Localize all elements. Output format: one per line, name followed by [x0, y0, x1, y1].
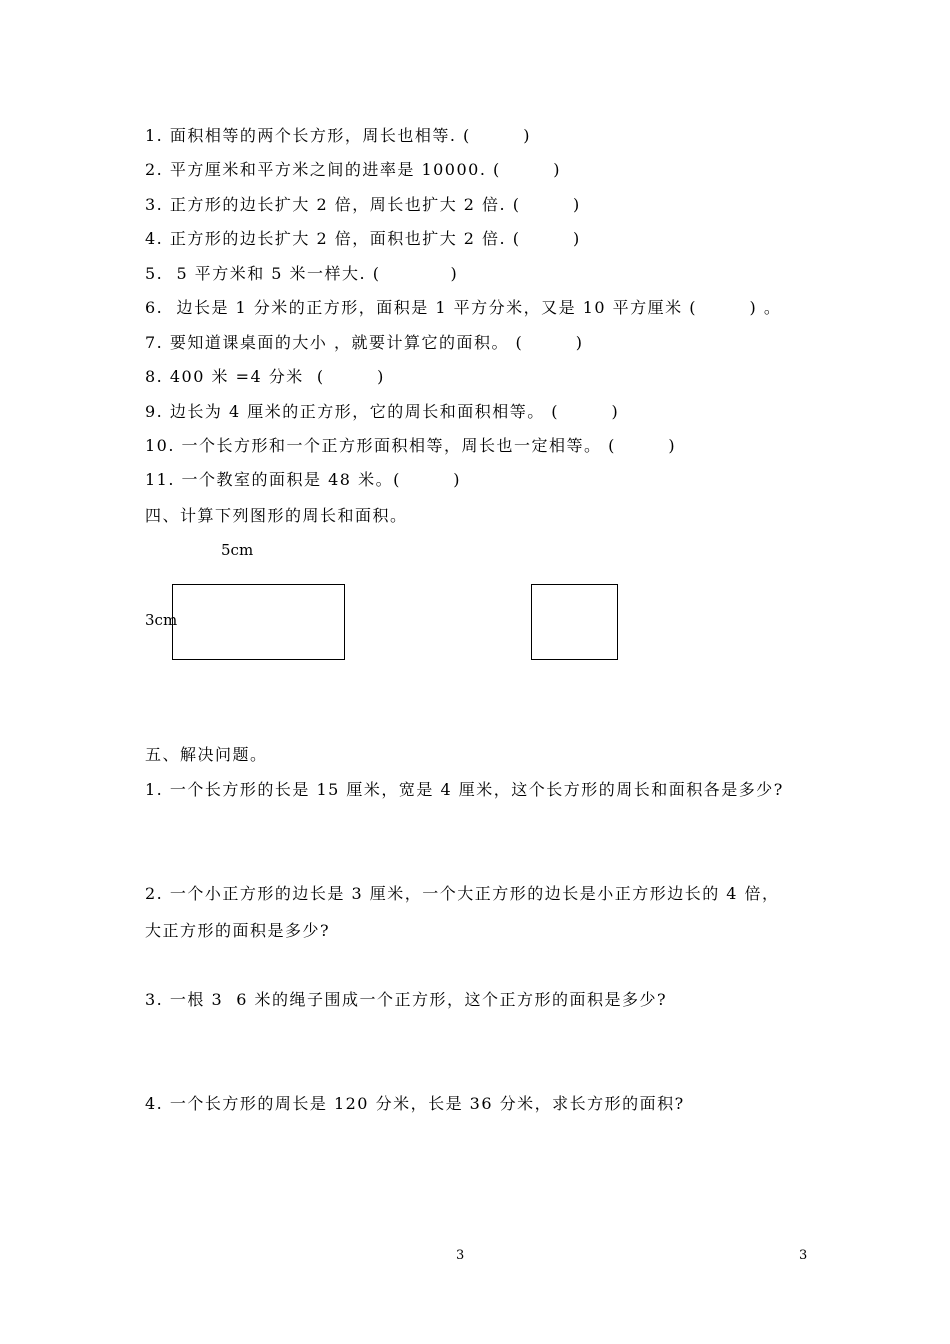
judgment-item-10: 10. 一个长方形和一个正方形面积相等，周长也一定相等。 ( ) [145, 436, 677, 455]
problem-2-line-2: 大正方形的面积是多少? [145, 921, 331, 940]
judgment-item-7: 7. 要知道课桌面的大小 ，就要计算它的面积。 ( ) [145, 333, 584, 352]
judgment-item-1: 1. 面积相等的两个长方形，周长也相等. ( ) [145, 126, 532, 145]
judgment-item-2: 2. 平方厘米和平方米之间的进率是 10000. ( ) [145, 160, 561, 179]
problem-1: 1. 一个长方形的长是 15 厘米，宽是 4 厘米，这个长方形的周长和面积各是多少? [145, 780, 784, 799]
judgment-item-9: 9. 边长为 4 厘米的正方形，它的周长和面积相等。 ( ) [145, 402, 620, 421]
problem-2-line-1: 2. 一个小正方形的边长是 3 厘米，一个大正方形的边长是小正方形边长的 4 倍， [145, 884, 780, 903]
problem-3: 3. 一根 3 6 米的绳子围成一个正方形，这个正方形的面积是多少? [145, 990, 668, 1009]
judgment-item-8: 8. 400 米 =4 分米 ( ) [145, 367, 385, 386]
problem-4: 4. 一个长方形的周长是 120 分米，长是 36 分米，求长方形的面积? [145, 1094, 685, 1113]
square-figure [531, 584, 618, 660]
section4-title: 四、计算下列图形的周长和面积。 [145, 506, 408, 525]
page-number-right: 3 [799, 1248, 808, 1263]
page-number-center: 3 [456, 1248, 465, 1263]
section5-title: 五、解决问题。 [145, 745, 268, 764]
judgment-item-6: 6. 边长是 1 分米的正方形，面积是 1 平方分米，又是 10 平方厘米 ( ) 。 [145, 298, 782, 317]
rectangle-figure [172, 584, 345, 660]
rectangle-height-label: 3cm [145, 611, 178, 629]
judgment-item-4: 4. 正方形的边长扩大 2 倍，面积也扩大 2 倍. ( ) [145, 229, 581, 248]
judgment-item-3: 3. 正方形的边长扩大 2 倍，周长也扩大 2 倍. ( ) [145, 195, 581, 214]
judgment-item-11: 11. 一个教室的面积是 48 米。( ) [145, 470, 462, 489]
judgment-item-5: 5. 5 平方米和 5 米一样大. ( ) [145, 264, 459, 283]
rectangle-width-label: 5cm [221, 541, 254, 559]
